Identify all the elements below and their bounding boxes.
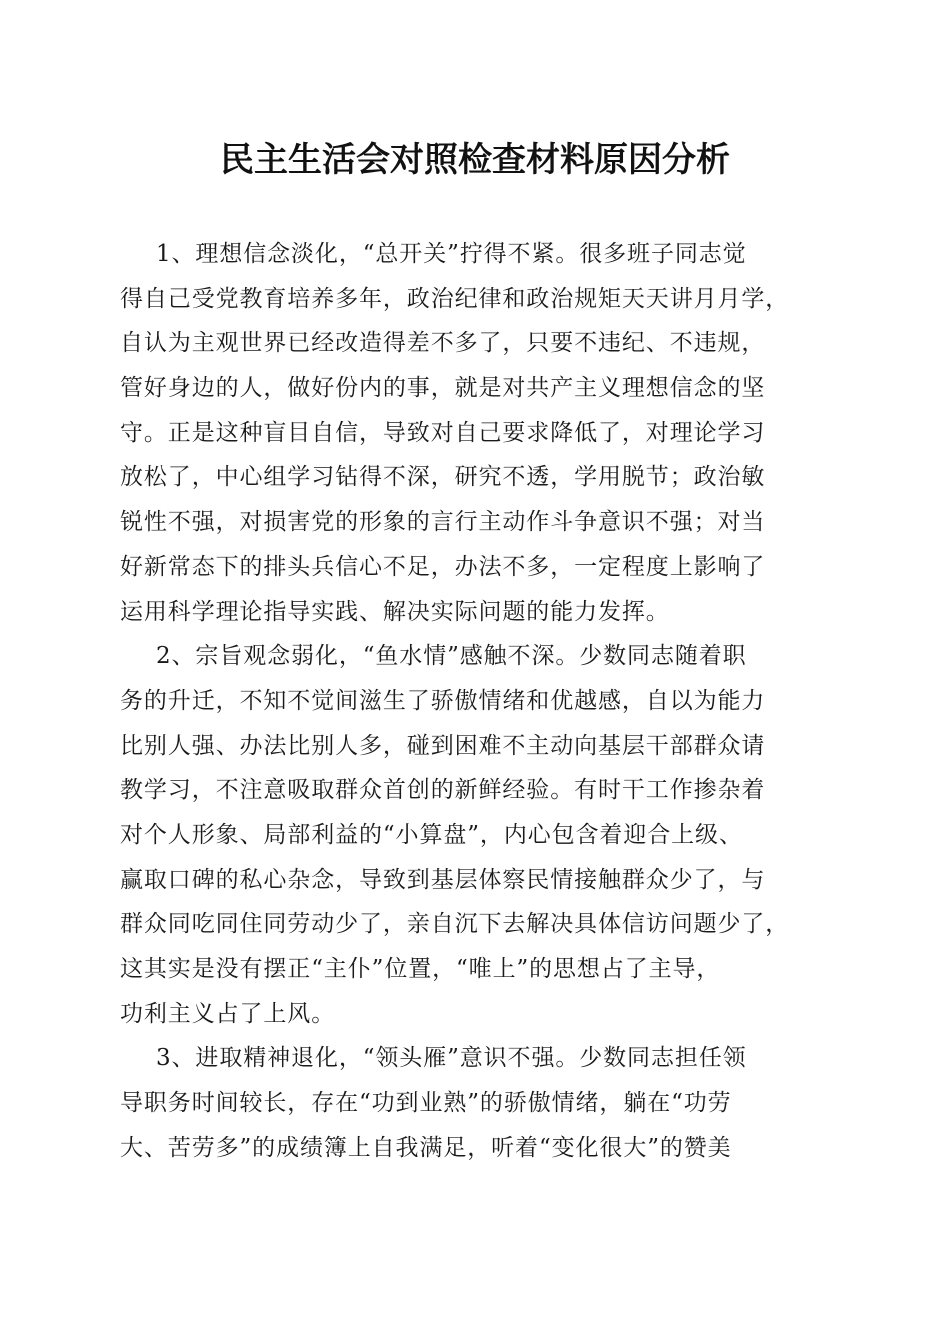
text-line: 比别人强、办法比别人多，碰到困难不主动向基层干部群众请: [120, 732, 766, 759]
paragraph-2: [120, 634, 832, 1036]
text-line: 运用科学理论指导实践、解决实际问题的能力发挥。: [120, 598, 670, 625]
text-line: 教学习，不注意吸取群众首创的新鲜经验。有时干工作掺杂着: [120, 777, 766, 804]
text-line: 2、宗旨观念弱化，“鱼水情”感触不深。少数同志随着职: [156, 643, 747, 670]
text-line: 对个人形象、局部利益的“小算盘”，内心包含着迎合上级、: [120, 821, 743, 848]
text-line: 管好身边的人，做好份内的事，就是对共产主义理想信念的坚: [120, 375, 766, 402]
text-line: 功利主义占了上风。: [120, 1000, 336, 1027]
document-body: [120, 232, 832, 1170]
text-line: 守。正是这种盲目自信，导致对自己要求降低了，对理论学习: [120, 419, 766, 446]
text-line: 自认为主观世界已经改造得差不多了，只要不违纪、不违规，: [120, 330, 766, 357]
text-line: 3、进取精神退化，“领头雁”意识不强。少数同志担任领: [156, 1045, 747, 1072]
text-line: 赢取口碑的私心杂念，导致到基层体察民情接触群众少了，与: [120, 866, 766, 893]
paragraph-3: [120, 1036, 832, 1170]
text-line: 1、理想信念淡化，“总开关”拧得不紧。很多班子同志觉: [156, 241, 747, 267]
paragraph-1: [120, 232, 832, 634]
text-line: 大、苦劳多”的成绩簿上自我满足，听着“变化很大”的赞美: [120, 1134, 732, 1161]
text-line: 锐性不强，对损害党的形象的言行主动作斗争意识不强；对当: [120, 509, 766, 536]
text-line: 务的升迁，不知不觉间滋生了骄傲情绪和优越感，自以为能力: [120, 687, 766, 714]
text-line: 群众同吃同住同劳动少了，亲自沉下去解决具体信访问题少了，: [120, 911, 790, 938]
text-line: 放松了，中心组学习钻得不深，研究不透，学用脱节；政治敏: [120, 464, 766, 491]
text-line: 得自己受党教育培养多年，政治纪律和政治规矩天天讲月月学，: [120, 285, 790, 312]
text-line: 这其实是没有摆正“主仆”位置，“唯上”的思想占了主导，: [120, 956, 721, 982]
text-line: 导职务时间较长，存在“功到业熟”的骄傲情绪，躺在“功劳: [120, 1090, 732, 1117]
text-line: 好新常态下的排头兵信心不足，办法不多，一定程度上影响了: [120, 553, 766, 580]
document-title: 民主生活会对照检查材料原因分析: [220, 140, 730, 180]
